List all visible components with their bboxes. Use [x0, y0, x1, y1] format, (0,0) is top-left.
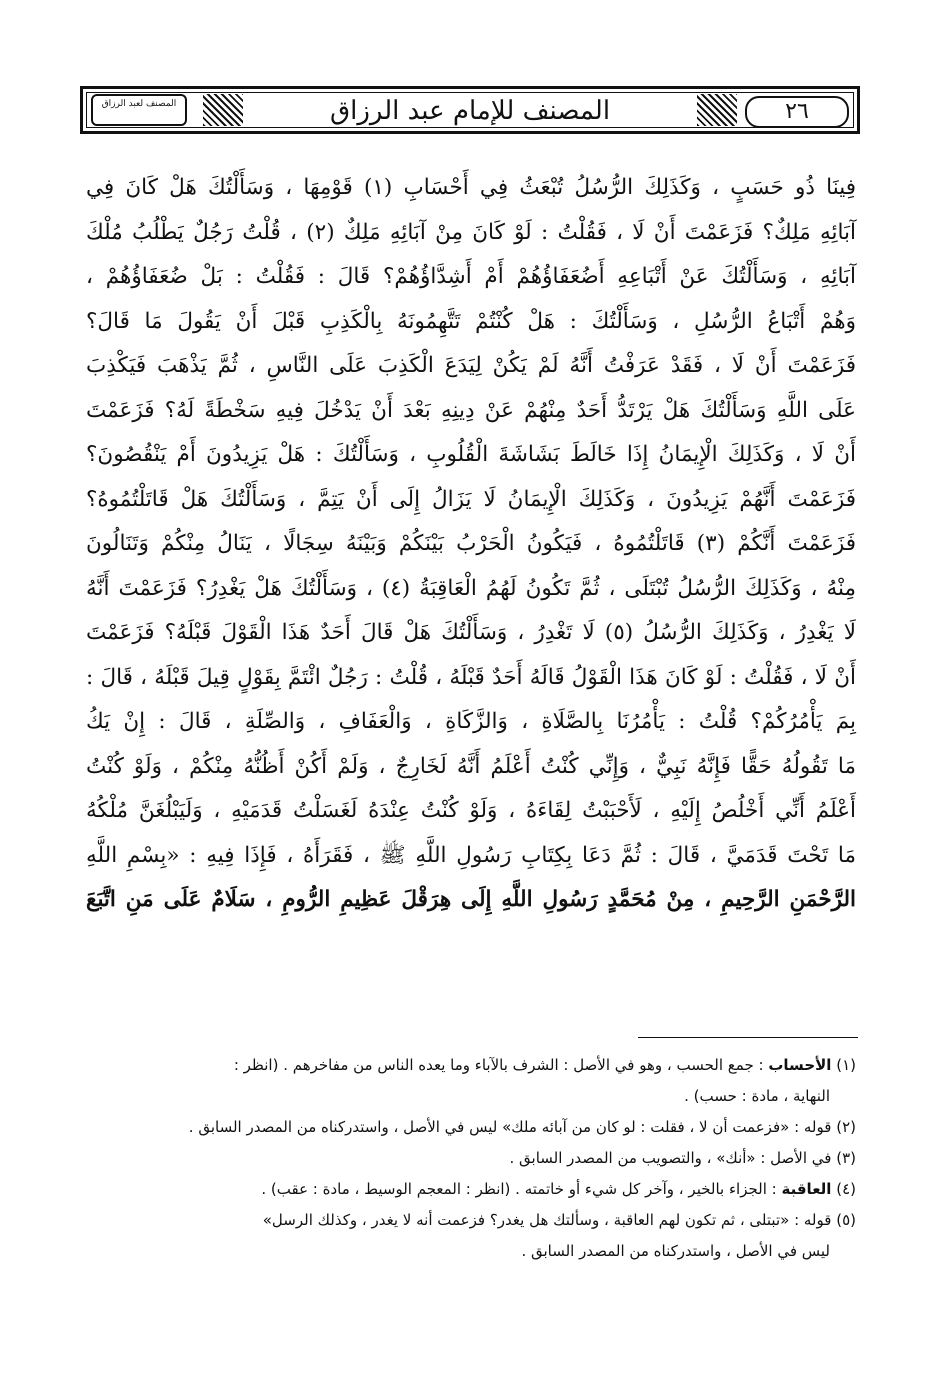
header-ornament-left	[203, 94, 243, 126]
text-line: أَعْلَمُ أَنِّي أَخْلُصُ إِلَيْهِ ، لَأَحْبَبْتُ لِقَاءَهُ ، وَلَوْ كُنْتُ عِنْدَهُ لَغَسَلْتُ قَدَمَيْهِ ، وَلَيَبْلُغَنَّ مُلْكُهُ	[86, 798, 856, 823]
text-line: مَا تَقُولُهُ حَقًّا فَإِنَّهُ نَبِيٌّ ، وَإِنِّي كُنْتُ أَعْلَمُ أَنَّهُ لَخَارِجٌ ، وَلَمْ أَكُنْ أَظُنُّهُ مِنْكُمْ ، وَلَوْ كُنْتُ	[86, 753, 856, 779]
footnote-2	[86, 1112, 856, 1143]
main-text	[86, 166, 856, 923]
text-line: وَهُمْ أَتْبَاعُ الرُّسُلِ ، وَسَأَلْتُكَ : هَلْ كُنْتُمْ تَتَّهِمُونَهُ بِالْكَذِبِ قَبْلَ أَنْ يَقُولَ مَا قَالَ؟	[86, 308, 856, 334]
footnote-1	[86, 1050, 856, 1081]
text-line: فِينَا ذُو حَسَبٍ ، وَكَذَلِكَ الرُّسُلُ تُبْعَثُ فِي أَحْسَابِ (١) قَوْمِهَا ، وَسَأَلْتُكَ هَلْ كَانَ فِي	[86, 175, 856, 200]
footnote-3	[86, 1143, 856, 1174]
footnote-text: : الجزاء بالخير ، وآخر كل شيء أو خاتمته . (انظر : المعجم الوسيط ، مادة : عقب) .	[261, 1180, 777, 1198]
footnote-number: (٤)	[836, 1180, 856, 1198]
text-line: فَزَعَمْتَ أَنْ لَا ، فَقَدْ عَرَفْتُ أَنَّهُ لَمْ يَكُنْ لِيَدَعَ الْكَذِبَ عَلَى النَّاسِ ، ثُمَّ يَذْهَبَ فَيَكْذِبَ	[86, 353, 856, 378]
book-title: المصنف للإمام عبد الرزاق	[329, 96, 611, 126]
text-line: أَنْ لَا ، وَكَذَلِكَ الْإِيمَانُ إِذَا خَالَطَ بَشَاشَةَ الْقُلُوبِ ، وَسَأَلْتُكَ : هَلْ يَزِيدُونَ أَمْ يَنْقُصُونَ؟	[86, 442, 856, 467]
book-logo: المصنف لعبد الرزاق	[91, 94, 187, 126]
footnote-number: (٣)	[836, 1149, 856, 1167]
footnote-separator	[638, 1037, 858, 1038]
footnote-number: (٥)	[836, 1211, 856, 1229]
footnote-text: في الأصل : «أنك» ، والتصويب من المصدر السابق .	[509, 1149, 832, 1167]
text-line: بِمَ يَأْمُرُكُمْ؟ قُلْتُ : يَأْمُرُنَا بِالصَّلَاةِ ، وَالزَّكَاةِ ، وَالْعَفَافِ ، وَالصِّلَةِ ، قَالَ : إِنْ يَكُ	[86, 709, 856, 734]
footnote-4	[86, 1174, 856, 1205]
text-line: فَزَعَمْتَ أَنَّكُمْ (٣) قَاتَلْتُمُوهُ ، فَيَكُونُ الْحَرْبُ بَيْنَكُمْ وَبَيْنَهُ سِجَالًا ، يَنَالُ مِنْكُمْ وَتَنَالُونَ	[86, 531, 856, 556]
page-header	[80, 86, 860, 134]
page-number: ٢٦	[745, 96, 849, 128]
text-line: الرَّحْمَنِ الرَّحِيمِ ، مِنْ مُحَمَّدٍ رَسُولِ اللَّهِ إِلَى هِرَقْلَ عَظِيمِ الرُّومِ ، سَلَامٌ عَلَى مَنِ اتَّبَعَ	[86, 887, 856, 912]
footnotes	[86, 1050, 856, 1267]
footnote-text: : جمع الحسب ، وهو في الأصل : الشرف بالآباء وما يعده الناس من مفاخرهم . (انظر :	[233, 1056, 764, 1074]
text-line: أَنْ لَا ، فَقُلْتُ : لَوْ كَانَ هَذَا الْقَوْلُ قَالَهُ أَحَدٌ قَبْلَهُ ، قُلْتُ : رَجُلٌ ائْتَمَّ بِقَوْلٍ قِيلَ قَبْلَهُ ، قَالَ :	[86, 664, 856, 690]
footnote-5-continuation: ليس في الأصل ، واستدركناه من المصدر السابق .	[521, 1242, 830, 1260]
text-line: عَلَى اللَّهِ وَسَأَلْتُكَ هَلْ يَرْتَدُّ أَحَدٌ مِنْهُمْ عَنْ دِينِهِ بَعْدَ أَنْ يَدْخُلَ فِيهِ سَخْطَةً لَهُ؟ فَزَعَمْتَ	[86, 397, 856, 423]
text-line: مِنْهُ ، وَكَذَلِكَ الرُّسُلُ تُبْتَلَى ، ثُمَّ تَكُونُ لَهُمُ الْعَاقِبَةُ (٤) ، وَسَأَلْتُكَ هَلْ يَغْدِرُ؟ فَزَعَمْتَ أَنَّهُ	[86, 575, 856, 601]
text-line: آبَائِهِ ، وَسَأَلْتُكَ عَنْ أَتْبَاعِهِ أَضُعَفَاؤُهُمْ أَمْ أَشِدَّاؤُهُمْ؟ قَالَ : فَقُلْتُ : بَلْ ضُعَفَاؤُهُمْ ،	[86, 264, 856, 289]
text-line: فَزَعَمْتَ أَنَّهُمْ يَزِيدُونَ ، وَكَذَلِكَ الْإِيمَانُ لَا يَزَالُ إِلَى أَنْ يَتِمَّ ، وَسَأَلْتُكَ هَلْ قَاتَلْتُمُوهُ؟	[86, 486, 856, 512]
footnote-text: قوله : «تبتلى ، ثم تكون لهم العاقبة ، وسألتك هل يغدر؟ فزعمت أنه لا يغدر ، وكذلك الرسل»	[262, 1211, 832, 1229]
footnote-5	[86, 1205, 856, 1236]
text-line: آبَائِهِ مَلِكٌ؟ فَزَعَمْتَ أَنْ لَا ، فَقُلْتُ : لَوْ كَانَ مِنْ آبَائِهِ مَلِكٌ (٢) ، قُلْتُ رَجُلٌ يَطْلُبُ مُلْكَ	[86, 219, 856, 245]
footnote-1-continuation: النهاية ، مادة : حسب) .	[684, 1087, 830, 1105]
header-ornament-right	[697, 94, 737, 126]
footnote-text: قوله : «فزعمت أن لا ، فقلت : لو كان من آبائه ملك» ليس في الأصل ، واستدركناه من المصدر السابق .	[188, 1118, 832, 1136]
footnote-keyword: الأحساب	[768, 1056, 832, 1074]
footnote-number: (٢)	[836, 1118, 856, 1136]
footnote-number: (١)	[836, 1056, 856, 1074]
footnote-keyword: العاقبة	[781, 1180, 832, 1198]
text-line: لَا يَغْدِرُ ، وَكَذَلِكَ الرُّسُلُ (٥) لَا تَغْدِرُ ، وَسَأَلْتُكَ هَلْ قَالَ أَحَدٌ هَذَا الْقَوْلَ قَبْلَهُ؟ فَزَعَمْتَ	[86, 620, 856, 645]
text-line: مَا تَحْتَ قَدَمَيَّ ، قَالَ : ثُمَّ دَعَا بِكِتَابِ رَسُولِ اللَّهِ ﷺ ، فَقَرَأَهُ ، فَإِذَا فِيهِ : «بِسْمِ اللَّهِ	[86, 842, 856, 868]
